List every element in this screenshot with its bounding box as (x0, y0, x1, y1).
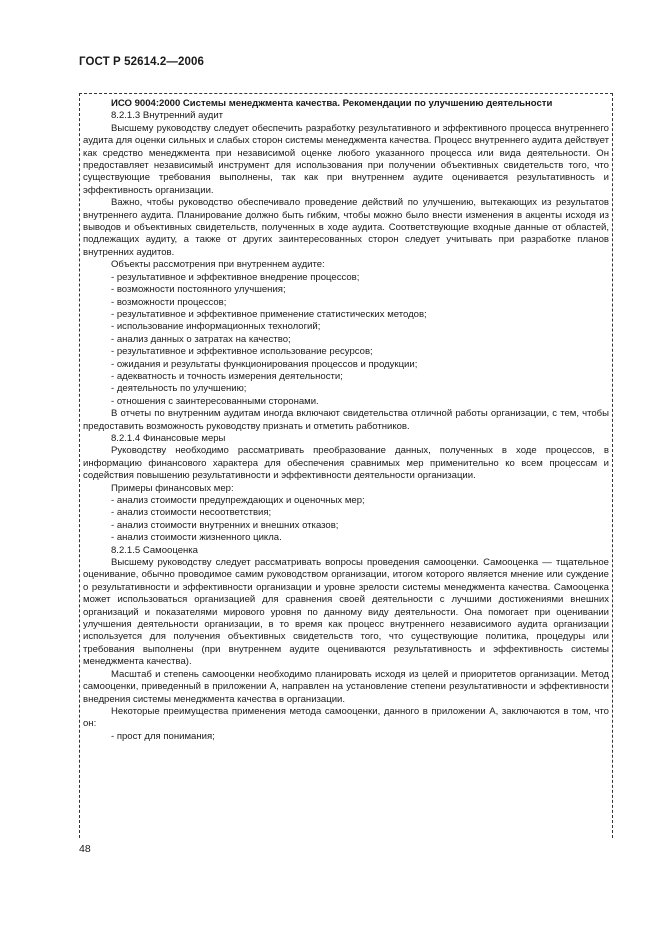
list-item: - результативное и эффективное использование ресурсов; (111, 346, 373, 358)
list-item: - анализ стоимости несоответствия; (111, 507, 272, 519)
paragraph: Некоторые преимущества применения метода самооценки, данного в приложении А, заключаются в том, что он: (83, 705, 609, 730)
quoted-standard-frame (79, 93, 613, 838)
page-number: 48 (79, 843, 91, 855)
list-item: - использование информационных технологий; (111, 321, 321, 333)
subsection-heading-audit: 8.2.1.3 Внутренний аудит (111, 110, 224, 122)
list-item: - анализ данных о затратах на качество; (111, 333, 291, 345)
paragraph: Руководству необходимо рассматривать преобразование данных, полученных в ходе процессов, в информацию финансового характера для обеспечения сравнимых мер применительно ко всем процессам и содействия повышению результативности и эффективности деятельности организации. (83, 445, 609, 482)
list-item: - прост для понимания; (111, 730, 215, 742)
list-item: - деятельность по улучшению; (111, 383, 247, 395)
paragraph: Высшему руководству следует рассматривать вопросы проведения самооценки. Самооценка — тщательное оценивание, обычно проводимое самим руководством организации, итогом которого является мнение или суждение о результативности и эффективности организации и уровне зрелости системы менеджмента качества. Самооценка может использоваться организацией для сравнения своей деятельности с лучшими достижениями внешних организаций и показателями мирового уровня по данному виду деятельности. Она помогает при оценивании улучшения деятельности организации, в то время как процесс внутреннего независимого аудита организации используется для получения объективных свидетельств того, что существующие политика, процедуры или требования выполнены (при внутреннем аудите оцениваются результативность и эффективность системы менеджмента качества). (83, 557, 609, 668)
subsection-heading-self-assessment: 8.2.1.5 Самооценка (111, 544, 198, 556)
paragraph: Масштаб и степень самооценки необходимо планировать исходя из целей и приоритетов организации. Метод самооценки, приведенный в приложении А, направлен на установление степени результативности и эффективности внедрения системы менеджмента качества в организации. (83, 668, 609, 705)
section-title: ИСО 9004:2000 Системы менеджмента качества. Рекомендации по улучшению деятельности (111, 98, 553, 109)
list-item: - анализ стоимости внутренних и внешних отказов; (111, 519, 339, 531)
paragraph: Высшему руководству следует обеспечить разработку результативного и эффективного процесса внутреннего аудита для оценки сильных и слабых сторон системы менеджмента качества. Процесс внутреннего аудита действует как средство менеджмента при независимой оценке любого указанного процесса или вида деятельности. Он предоставляет независимый инструмент для использования при получении объективных свидетельств того, что существующие требования выполнены, так как при внутреннем аудите оценивается результативность и эффективность организации. (83, 122, 609, 196)
list-item: - возможности процессов; (111, 296, 227, 308)
list-item: - ожидания и результаты функционирования процессов и продукции; (111, 358, 418, 370)
list-item: - результативное и эффективное применение статистических методов; (111, 308, 427, 320)
list-item: - результативное и эффективное внедрение процессов; (111, 271, 360, 283)
list-item: - адекватность и точность измерения деятельности; (111, 370, 343, 382)
subsection-heading-finance: 8.2.1.4 Финансовые меры (111, 432, 226, 444)
list-intro: Объекты рассмотрения при внутреннем аудите: (111, 259, 325, 271)
list-item: - анализ стоимости предупреждающих и оценочных мер; (111, 495, 365, 506)
list-item: - отношения с заинтересованными сторонами. (111, 395, 319, 407)
paragraph: Важно, чтобы руководство обеспечивало проведение действий по улучшению, вытекающих из результатов внутреннего аудита. Планирование должно быть гибким, чтобы можно было внести изменения в акценты исходя из выводов и объективных свидетельств, полученных в ходе аудита. Соответствующие входные данные от областей, подлежащих аудиту, а также от других заинтересованных сторон следует учитывать при разработке планов внутренних аудитов. (83, 197, 609, 258)
paragraph: В отчеты по внутренним аудитам иногда включают свидетельства отличной работы организации, с тем, чтобы предоставить возможность руководству признать и отметить работников. (83, 408, 609, 432)
list-item: - возможности постоянного улучшения; (111, 284, 286, 296)
document-code: ГОСТ Р 52614.2—2006 (79, 56, 204, 68)
list-item: - анализ стоимости жизненного цикла. (111, 532, 282, 544)
list-intro: Примеры финансовых мер: (111, 482, 234, 494)
